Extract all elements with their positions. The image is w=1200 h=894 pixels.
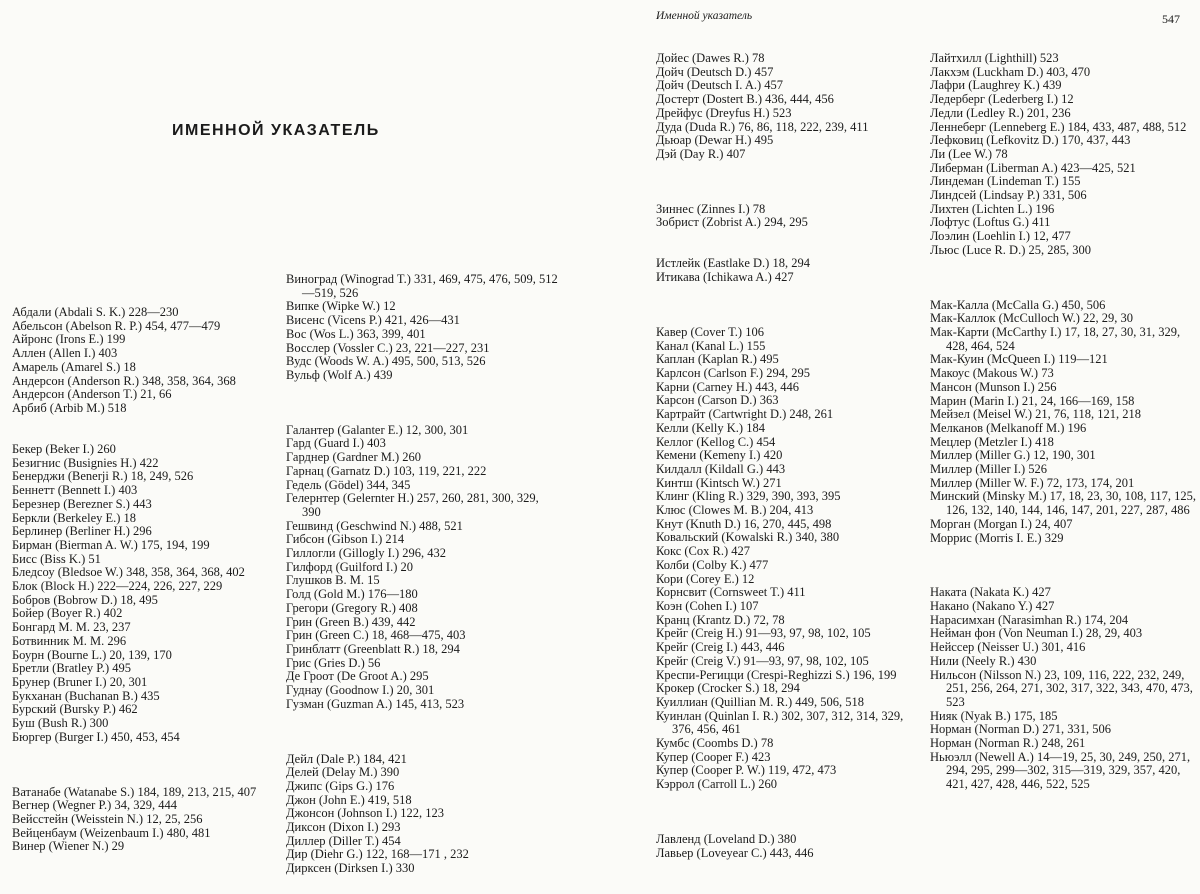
index-entry: Дир (Diehr G.) 122, 168—171 , 232 [286, 848, 558, 862]
index-entry: Ледли (Ledley R.) 201, 236 [930, 107, 1198, 121]
index-entry: Карни (Carney H.) 443, 446 [656, 381, 918, 395]
index-entry: Лихтен (Lichten L.) 196 [930, 203, 1198, 217]
index-entry: Миллер (Miller W. F.) 72, 173, 174, 201 [930, 477, 1198, 491]
page-number: 547 [1162, 12, 1180, 27]
index-entry: Грин (Green B.) 439, 442 [286, 616, 558, 630]
index-entry: Брунер (Bruner I.) 20, 301 [12, 676, 282, 690]
index-entry: Блок (Block H.) 222—224, 226, 227, 229 [12, 580, 282, 594]
index-entry: Бирман (Bierman A. W.) 175, 194, 199 [12, 539, 282, 553]
index-entry: Вудс (Woods W. A.) 495, 500, 513, 526 [286, 355, 558, 369]
index-entry: Лавьер (Loveyear C.) 443, 446 [656, 847, 918, 861]
index-entry: Льюс (Luce R. D.) 25, 285, 300 [930, 244, 1198, 258]
index-entry: Коэн (Cohen I.) 107 [656, 600, 918, 614]
index-entry: Бекер (Beker I.) 260 [12, 443, 282, 457]
index-entry: Бонгард М. М. 23, 237 [12, 621, 282, 635]
index-entry: Клюс (Clowes M. B.) 204, 413 [656, 504, 918, 518]
index-entry: Келлог (Kellog C.) 454 [656, 436, 918, 450]
index-entry: Безигнис (Busignies H.) 422 [12, 457, 282, 471]
index-entry: Кумбс (Coombs D.) 78 [656, 737, 918, 751]
index-entry: Аллен (Allen I.) 403 [12, 347, 282, 361]
index-entry: Галантер (Galanter E.) 12, 300, 301 [286, 424, 558, 438]
index-entry: Итикава (Ichikawa A.) 427 [656, 271, 918, 285]
index-entry: Делей (Delay M.) 390 [286, 766, 558, 780]
group-spacer [930, 258, 1198, 272]
index-entry: Гард (Guard I.) 403 [286, 437, 558, 451]
index-entry: Крокер (Crocker S.) 18, 294 [656, 682, 918, 696]
index-entry: Креспи-Регицци (Crespi-Reghizzi S.) 196, 199 [656, 669, 918, 683]
group-spacer [656, 175, 918, 189]
index-entry: Диллер (Diller T.) 454 [286, 835, 558, 849]
index-column-1 [12, 306, 282, 854]
index-entry: Ли (Lee W.) 78 [930, 148, 1198, 162]
index-entry: Колби (Colby K.) 477 [656, 559, 918, 573]
index-entry: Картрайт (Cartwright D.) 248, 261 [656, 408, 918, 422]
index-entry: Глушков В. М. 15 [286, 574, 558, 588]
index-entry: Нили (Neely R.) 430 [930, 655, 1198, 669]
index-entry: Линдсей (Lindsay P.) 331, 506 [930, 189, 1198, 203]
group-spacer [930, 285, 1198, 299]
index-entry: Бледсоу (Bledsoe W.) 348, 358, 364, 368, 402 [12, 566, 282, 580]
group-spacer [12, 744, 282, 758]
group-spacer [286, 410, 558, 424]
index-entry: Дойес (Dawes R.) 78 [656, 52, 918, 66]
index-entry: Лофтус (Loftus G.) 411 [930, 216, 1198, 230]
index-entry: Вейценбаум (Weizenbaum I.) 480, 481 [12, 827, 282, 841]
index-entry: Кори (Corey E.) 12 [656, 573, 918, 587]
group-spacer [656, 162, 918, 176]
index-entry: Истлейк (Eastlake D.) 18, 294 [656, 257, 918, 271]
index-entry: Дейл (Dale P.) 184, 421 [286, 753, 558, 767]
index-entry: Морган (Morgan I.) 24, 407 [930, 518, 1198, 532]
index-entry: Дойч (Deutsch D.) 457 [656, 66, 918, 80]
index-entry: Грегори (Gregory R.) 408 [286, 602, 558, 616]
index-entry: Кокс (Cox R.) 427 [656, 545, 918, 559]
index-entry: Вейсстейн (Weisstein N.) 12, 25, 256 [12, 813, 282, 827]
index-entry: Мак-Карти (McCarthy I.) 17, 18, 27, 30, 31, 329, 428, 464, 524 [930, 326, 1198, 353]
index-entry: Ботвинник М. М. 296 [12, 635, 282, 649]
index-entry: Гелернтер (Gelernter H.) 257, 260, 281, 300, 329, 390 [286, 492, 558, 519]
index-entry: Нияк (Nyak B.) 175, 185 [930, 710, 1198, 724]
group-spacer [656, 792, 918, 806]
index-column-2 [286, 273, 558, 876]
group-spacer [656, 244, 918, 258]
index-entry: Букханан (Buchanan B.) 435 [12, 690, 282, 704]
index-entry: Ньюэлл (Newell A.) 14—19, 25, 30, 249, 250, 271, 294, 295, 299—302, 315—319, 329, 357, 420, 421, 427, 428, 446, 522, 525 [930, 751, 1198, 792]
index-entry: Куинлан (Quinlan I. R.) 302, 307, 312, 314, 329, 376, 456, 461 [656, 710, 918, 737]
index-column-3 [656, 52, 918, 860]
index-entry: Мансон (Munson I.) 256 [930, 381, 1198, 395]
group-spacer [930, 545, 1198, 559]
index-entry: Де Гроот (De Groot A.) 295 [286, 670, 558, 684]
index-entry: Випке (Wipke W.) 12 [286, 300, 558, 314]
index-entry: Берлинер (Berliner H.) 296 [12, 525, 282, 539]
group-spacer [656, 230, 918, 244]
group-spacer [930, 271, 1198, 285]
group-spacer [656, 285, 918, 299]
index-entry: Бенерджи (Benerji R.) 18, 249, 526 [12, 470, 282, 484]
index-entry: Гузман (Guzman A.) 145, 413, 523 [286, 698, 558, 712]
index-entry: Корнсвит (Cornsweet T.) 411 [656, 586, 918, 600]
index-entry: Гилфорд (Guilford I.) 20 [286, 561, 558, 575]
index-entry: Абельсон (Abelson R. P.) 454, 477—479 [12, 320, 282, 334]
index-entry: Килдалл (Kildall G.) 443 [656, 463, 918, 477]
index-entry: Дуда (Duda R.) 76, 86, 118, 222, 239, 411 [656, 121, 918, 135]
index-entry: Наката (Nakata K.) 427 [930, 586, 1198, 600]
index-entry: Купер (Cooper F.) 423 [656, 751, 918, 765]
page-title: ИМЕННОЙ УКАЗАТЕЛЬ [172, 122, 380, 140]
index-entry: Восслер (Vossler C.) 23, 221—227, 231 [286, 342, 558, 356]
group-spacer [286, 739, 558, 753]
index-entry: Бойер (Boyer R.) 402 [12, 607, 282, 621]
index-entry: Гуднау (Goodnow I.) 20, 301 [286, 684, 558, 698]
index-entry: Мелканов (Melkanoff M.) 196 [930, 422, 1198, 436]
index-entry: Грин (Green C.) 18, 468—475, 403 [286, 629, 558, 643]
index-entry: Лакхэм (Luckham D.) 403, 470 [930, 66, 1198, 80]
index-entry: Клинг (Kling R.) 329, 390, 393, 395 [656, 490, 918, 504]
index-entry: Вульф (Wolf A.) 439 [286, 369, 558, 383]
index-entry: Дирксен (Dirksen I.) 330 [286, 862, 558, 876]
index-entry: Ковальский (Kowalski R.) 340, 380 [656, 531, 918, 545]
index-entry: Кемени (Kemeny I.) 420 [656, 449, 918, 463]
group-spacer [286, 396, 558, 410]
index-entry: Зобрист (Zobrist A.) 294, 295 [656, 216, 918, 230]
index-entry: Мак-Каллок (McCulloch W.) 22, 29, 30 [930, 312, 1198, 326]
index-entry: Бюргер (Burger I.) 450, 453, 454 [12, 731, 282, 745]
index-entry: Вегнер (Wegner P.) 34, 329, 444 [12, 799, 282, 813]
index-entry: Гедель (Gödel) 344, 345 [286, 479, 558, 493]
index-entry: Кнут (Knuth D.) 16, 270, 445, 498 [656, 518, 918, 532]
group-spacer [930, 573, 1198, 587]
index-entry: Миллер (Miller G.) 12, 190, 301 [930, 449, 1198, 463]
index-entry: Норман (Norman R.) 248, 261 [930, 737, 1198, 751]
group-spacer [656, 819, 918, 833]
index-entry: Лефковиц (Lefkovitz D.) 170, 437, 443 [930, 134, 1198, 148]
index-entry: Ледерберг (Lederberg I.) 12 [930, 93, 1198, 107]
index-entry: Мейзел (Meisel W.) 21, 76, 118, 121, 218 [930, 408, 1198, 422]
index-entry: Достерт (Dostert B.) 436, 444, 456 [656, 93, 918, 107]
index-entry: Гиллогли (Gillogly I.) 296, 432 [286, 547, 558, 561]
index-entry: Бурский (Bursky P.) 462 [12, 703, 282, 717]
index-entry: Нейман фон (Von Neuman I.) 28, 29, 403 [930, 627, 1198, 641]
index-entry: Голд (Gold M.) 176—180 [286, 588, 558, 602]
index-entry: Березнер (Berezner S.) 443 [12, 498, 282, 512]
index-entry: Джипс (Gips G.) 176 [286, 780, 558, 794]
index-entry: Ватанабе (Watanabe S.) 184, 189, 213, 215, 407 [12, 786, 282, 800]
index-entry: Грис (Gries D.) 56 [286, 657, 558, 671]
index-entry: Буш (Bush R.) 300 [12, 717, 282, 731]
index-entry: Каплан (Kaplan R.) 495 [656, 353, 918, 367]
index-entry: Боурн (Bourne L.) 20, 139, 170 [12, 649, 282, 663]
index-entry: Беркли (Berkeley E.) 18 [12, 512, 282, 526]
group-spacer [286, 383, 558, 397]
index-entry: Зиннес (Zinnes I.) 78 [656, 203, 918, 217]
group-spacer [656, 299, 918, 313]
index-entry: Лафри (Laughrey K.) 439 [930, 79, 1198, 93]
index-entry: Нильсон (Nilsson N.) 23, 109, 116, 222, 232, 249, 251, 256, 264, 271, 302, 317, 322, 343, 470, 473, 523 [930, 669, 1198, 710]
index-entry: Крейг (Creig I.) 443, 446 [656, 641, 918, 655]
group-spacer [12, 758, 282, 772]
index-entry: Гибсон (Gibson I.) 214 [286, 533, 558, 547]
index-entry: Канал (Kanal L.) 155 [656, 340, 918, 354]
index-entry: Марин (Marin I.) 21, 24, 166—169, 158 [930, 395, 1198, 409]
index-entry: Диксон (Dixon I.) 293 [286, 821, 558, 835]
index-entry: Дьюар (Dewar H.) 495 [656, 134, 918, 148]
index-entry: Кинтш (Kintsch W.) 271 [656, 477, 918, 491]
index-entry: Кэррол (Carroll L.) 260 [656, 778, 918, 792]
group-spacer [656, 806, 918, 820]
index-entry: Минский (Minsky M.) 17, 18, 23, 30, 108, 117, 125, 126, 132, 140, 144, 146, 147, 201, 227, 287, 486 [930, 490, 1198, 517]
index-entry: Нарасимхан (Narasimhan R.) 174, 204 [930, 614, 1198, 628]
index-entry: Гарднер (Gardner M.) 260 [286, 451, 558, 465]
group-spacer [12, 429, 282, 443]
running-head: Именной указатель [656, 10, 752, 22]
index-entry: Бисс (Biss K.) 51 [12, 553, 282, 567]
index-entry: Лавленд (Loveland D.) 380 [656, 833, 918, 847]
index-entry: Моррис (Morris I. E.) 329 [930, 532, 1198, 546]
index-entry: Дрейфус (Dreyfus H.) 523 [656, 107, 918, 121]
group-spacer [930, 559, 1198, 573]
index-entry: Леннеберг (Lenneberg E.) 184, 433, 487, 488, 512 [930, 121, 1198, 135]
index-entry: Абдали (Abdali S. K.) 228—230 [12, 306, 282, 320]
index-entry: Лоэлин (Loehlin I.) 12, 477 [930, 230, 1198, 244]
index-entry: Арбиб (Arbib M.) 518 [12, 402, 282, 416]
index-entry: Купер (Cooper P. W.) 119, 472, 473 [656, 764, 918, 778]
index-entry: Дойч (Deutsch I. A.) 457 [656, 79, 918, 93]
index-entry: Андерсон (Anderson R.) 348, 358, 364, 368 [12, 375, 282, 389]
index-entry: Дэй (Day R.) 407 [656, 148, 918, 162]
index-entry: Амарель (Amarel S.) 18 [12, 361, 282, 375]
group-spacer [12, 416, 282, 430]
group-spacer [656, 189, 918, 203]
index-entry: Кавер (Cover T.) 106 [656, 326, 918, 340]
index-entry: Вос (Wos L.) 363, 399, 401 [286, 328, 558, 342]
index-entry: Джонсон (Johnson I.) 122, 123 [286, 807, 558, 821]
index-entry: Макоус (Makous W.) 73 [930, 367, 1198, 381]
index-entry: Крейг (Creig V.) 91—93, 97, 98, 102, 105 [656, 655, 918, 669]
group-spacer [286, 725, 558, 739]
index-entry: Висенс (Vicens P.) 421, 426—431 [286, 314, 558, 328]
index-entry: Накано (Nakano Y.) 427 [930, 600, 1198, 614]
index-entry: Бретли (Bratley P.) 495 [12, 662, 282, 676]
index-column-4 [930, 52, 1198, 792]
index-entry: Карсон (Carson D.) 363 [656, 394, 918, 408]
index-entry: Гарнац (Garnatz D.) 103, 119, 221, 222 [286, 465, 558, 479]
index-entry: Лайтхилл (Lighthill) 523 [930, 52, 1198, 66]
index-entry: Крейг (Creig H.) 91—93, 97, 98, 102, 105 [656, 627, 918, 641]
index-entry: Джон (John E.) 419, 518 [286, 794, 558, 808]
index-entry: Виноград (Winograd T.) 331, 469, 475, 476, 509, 512—519, 526 [286, 273, 558, 300]
index-entry: Андерсон (Anderson T.) 21, 66 [12, 388, 282, 402]
index-entry: Карлсон (Carlson F.) 294, 295 [656, 367, 918, 381]
index-entry: Мак-Куин (McQueen I.) 119—121 [930, 353, 1198, 367]
index-entry: Гринблатт (Greenblatt R.) 18, 294 [286, 643, 558, 657]
index-entry: Винер (Wiener N.) 29 [12, 840, 282, 854]
index-entry: Беннетт (Bennett I.) 403 [12, 484, 282, 498]
index-entry: Куиллиан (Quillian M. R.) 449, 506, 518 [656, 696, 918, 710]
index-entry: Нейссер (Neisser U.) 301, 416 [930, 641, 1198, 655]
group-spacer [286, 711, 558, 725]
index-entry: Норман (Norman D.) 271, 331, 506 [930, 723, 1198, 737]
group-spacer [12, 772, 282, 786]
group-spacer [656, 312, 918, 326]
index-entry: Мак-Калла (McCalla G.) 450, 506 [930, 299, 1198, 313]
index-entry: Миллер (Miller I.) 526 [930, 463, 1198, 477]
index-entry: Айронс (Irons E.) 199 [12, 333, 282, 347]
index-entry: Келли (Kelly K.) 184 [656, 422, 918, 436]
index-entry: Бобров (Bobrow D.) 18, 495 [12, 594, 282, 608]
index-entry: Гешвинд (Geschwind N.) 488, 521 [286, 520, 558, 534]
index-entry: Кранц (Krantz D.) 72, 78 [656, 614, 918, 628]
index-entry: Либерман (Liberman A.) 423—425, 521 [930, 162, 1198, 176]
index-entry: Линдеман (Lindeman T.) 155 [930, 175, 1198, 189]
index-entry: Мецлер (Metzler I.) 418 [930, 436, 1198, 450]
